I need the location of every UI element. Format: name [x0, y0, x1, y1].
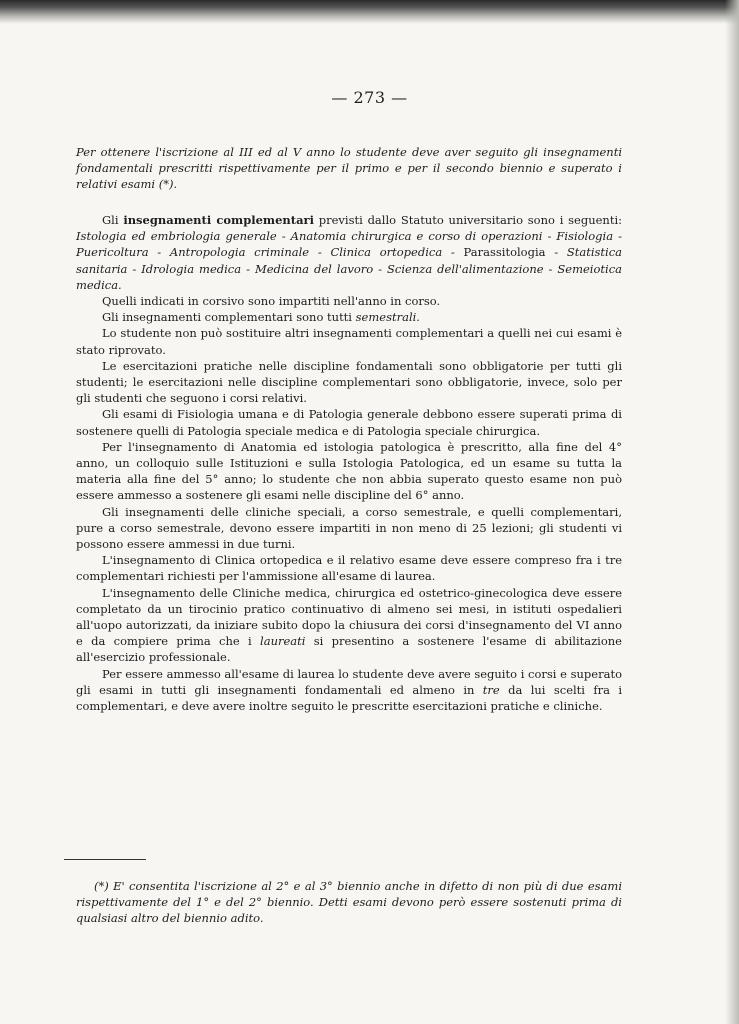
- tirocinio-text-b: si presentino a sostenere l'esame di abilitazione all'esercizio professionale.: [76, 634, 622, 665]
- page-number: — 273 —: [331, 88, 408, 107]
- paragraph-sostituire: Lo studente non può sostituire altri insegnamenti complementari a quelli nei cui esami è stato riprovato.: [76, 326, 622, 357]
- scan-top-edge: [0, 0, 739, 24]
- complementari-list-1: Istologia ed embriologia generale - Anatomia chirurgica e corso di operazioni - Fisiologia - Puericoltura - Antropologia criminale - Clinica ortopedica -: [76, 229, 622, 260]
- complementari-paragraph: [76, 212, 622, 293]
- paragraph-anatomia: Per l'insegnamento di Anatomia ed istologia patologica è prescritto, alla fine del 4° anno, un colloquio sulle Istituzioni e sulla Istologia Patologica, ed un esame su tutta la materia alla fine del 5° anno; lo studente che non abbia superato questo esame non può essere ammesso a sostenere gli esami nelle discipline del 6° anno.: [76, 439, 622, 503]
- tirocinio-text-a: L'insegnamento delle Cliniche medica, chirurgica ed ostetrico-ginecologica deve essere completato da un tirocinio pratico continuativo di almeno sei mesi, in istituti ospedalieri all'uopo autorizzati, da iniziare subito dopo la chiusura dei corsi d'insegnamento del VI anno e da compiere prima che i: [76, 585, 622, 649]
- scan-right-edge: [725, 0, 739, 1024]
- footnote-block: [76, 878, 622, 927]
- complementari-after: previsti dallo Statuto universitario sono i seguenti:: [318, 213, 623, 227]
- paragraph-ortopedica: L'insegnamento di Clinica ortopedica e il relativo esame deve essere compreso fra i tre complementari richiesti per l'ammissione all'esame di laurea.: [76, 553, 622, 584]
- main-text: [76, 212, 622, 714]
- semestrali-text: Gli insegnamenti complementari sono tutti: [102, 310, 352, 325]
- intro-block: [76, 144, 622, 193]
- complementari-list-plain: Parassitologia: [463, 245, 546, 260]
- laurea-text-b: da lui scelti fra i complementari, e deve avere inoltre seguito le prescritte esercitazioni pratiche e cliniche.: [76, 682, 623, 714]
- paragraph-corsivo: Quelli indicati in corsivo sono impartiti nell'anno in corso.: [102, 294, 441, 309]
- footnote-divider: [64, 859, 146, 860]
- footnote-text: (*) E' consentita l'iscrizione al 2° e al 3° biennio anche in difetto di non più di due esami rispettivamente del 1° e del 2° biennio. Detti esami devono però essere sostenuti prima di qualsiasi altro del biennio adito.: [76, 879, 622, 926]
- paragraph-esercitazioni: Le esercitazioni pratiche nelle discipline fondamentali sono obbligatorie per tutti gli studenti; le esercitazioni nelle discipline complementari sono obbligatorie, invece, solo per gli studenti che seguono i corsi relativi.: [76, 358, 622, 406]
- laurea-italic: tre: [482, 682, 500, 697]
- paragraph-tirocinio: [76, 585, 622, 666]
- complementari-lead: Gli: [102, 213, 119, 227]
- paragraph-semestrali: [76, 309, 622, 325]
- intro-paragraph: Per ottenere l'iscrizione al III ed al V anno lo studente deve aver seguito gli insegnamenti fondamentali prescritti rispettivamente per il primo e per il secondo biennio e superato i relativi esami (*).: [76, 145, 622, 192]
- paragraph-fisiologia: Gli esami di Fisiologia umana e di Patologia generale debbono essere superati prima di sostenere quelli di Patologia speciale medica e di Patologia speciale chirurgica.: [76, 407, 622, 438]
- complementari-heading: insegnamenti complementari: [123, 213, 314, 227]
- tirocinio-italic: laureati: [260, 634, 306, 649]
- semestrali-italic: semestrali.: [355, 310, 420, 325]
- paragraph-cliniche: Gli insegnamenti delle cliniche speciali, a corso semestrale, e quelli complementari, pure a corso semestrale, devono essere impartiti in non meno di 25 lezioni; gli studenti vi possono essere ammessi in due turni.: [76, 504, 622, 552]
- complementari-list-2: - Statistica sanitaria - Idrologia medica - Medicina del lavoro - Scienza dell'alimentazione - Semeiotica medica.: [76, 245, 623, 292]
- laurea-text-a: Per essere ammesso all'esame di laurea lo studente deve avere seguito i corsi e superato gli esami in tutti gli insegnamenti fondamentali ed almeno in: [76, 666, 622, 697]
- paragraph-laurea: [76, 666, 622, 715]
